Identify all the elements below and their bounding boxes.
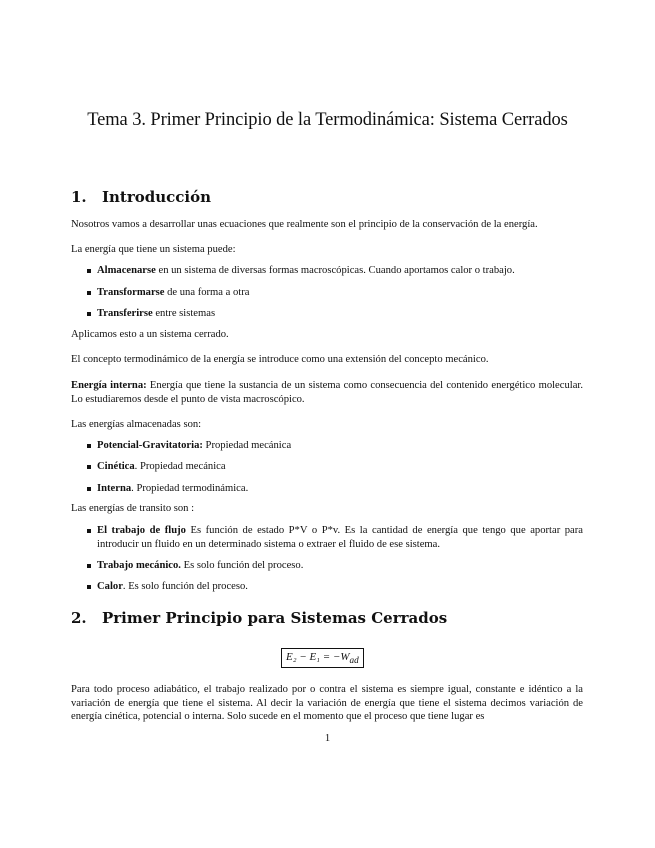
- intro-paragraph: Nosotros vamos a desarrollar unas ecuaciones que realmente son el principio de la conservación de la energía.: [71, 219, 538, 230]
- formula-text: E₂ − E₁ = −W: [286, 651, 350, 663]
- section-1-title: Introducción: [102, 188, 212, 206]
- list-item-term: Trabajo mecánico.: [97, 560, 181, 571]
- list-item-text: de una forma a otra: [164, 287, 250, 298]
- internal-energy-text: Energía que tiene la sustancia de un sistema como consecuencia del contenido energético molecular. Lo estudiaremos desde el punto de vista macroscópico.: [71, 380, 583, 405]
- list1-lead: La energía que tiene un sistema puede:: [71, 244, 236, 255]
- list-item-text: . Es solo función del proceso.: [122, 581, 248, 592]
- energy-formula-box: [281, 648, 364, 668]
- section-1-number: 1.: [71, 188, 87, 206]
- formula-subscript: ad: [349, 655, 359, 666]
- list-item: [97, 559, 583, 573]
- bullet-icon: [87, 312, 91, 316]
- list-item: [97, 286, 583, 300]
- bullet-icon: [87, 585, 91, 589]
- internal-energy-term: Energía interna:: [71, 380, 147, 391]
- section-2-number: 2.: [71, 609, 87, 627]
- list-item-text: Propiedad mecánica: [202, 440, 292, 451]
- list-item-text: en un sistema de diversas formas macroscópicas. Cuando aportamos calor o trabajo.: [155, 265, 515, 276]
- list-item-term: El trabajo de flujo: [97, 525, 186, 536]
- list-item: [97, 524, 583, 551]
- section-2-title: Primer Principio para Sistemas Cerrados: [102, 609, 448, 627]
- list-item-term: Potencial-Gravitatoria:: [97, 440, 203, 451]
- list-item-term: Transferirse: [97, 308, 153, 319]
- list-item-text: . Propiedad mecánica: [134, 461, 226, 472]
- list-item-term: Calor: [97, 581, 123, 592]
- list-item: [97, 307, 583, 321]
- list-item-text: entre sistemas: [152, 308, 216, 319]
- bullet-icon: [87, 564, 91, 568]
- bullet-icon: [87, 291, 91, 295]
- list-item-term: Cinética: [97, 461, 135, 472]
- list-item: [97, 264, 583, 278]
- list-item-text: Es solo función del proceso.: [180, 560, 304, 571]
- bullet-icon: [87, 269, 91, 273]
- list-item-term: Transformarse: [97, 287, 165, 298]
- bullet-icon: [87, 465, 91, 469]
- closed-system-paragraph: Aplicamos esto a un sistema cerrado.: [71, 329, 229, 340]
- list-item: [97, 580, 583, 594]
- section-1-heading: [71, 188, 211, 206]
- list-item: [97, 460, 583, 474]
- list-item-term: Almacenarse: [97, 265, 156, 276]
- list-item: [97, 482, 583, 496]
- page-number: 1: [324, 733, 331, 744]
- bullet-icon: [87, 487, 91, 491]
- section-2-heading: [71, 609, 447, 627]
- section-2-body: Para todo proceso adiabático, el trabajo realizado por o contra el sistema es siempre igual, constante e idéntico a la variación de energía que tiene el sistema. Al decir la variación de energía que tiene el sistema decimos variación de energía cinética, potencial o interna. Solo sucede en el momento que el proceso que tiene lugar es: [71, 684, 583, 722]
- list2-lead: Las energías almacenadas son:: [71, 419, 202, 430]
- list-item-text: . Propiedad termodinámica.: [131, 483, 249, 494]
- bullet-icon: [87, 529, 91, 533]
- list-item: [97, 439, 583, 453]
- document-title: Tema 3. Primer Principio de la Termodinámica: Sistema Cerrados: [87, 110, 568, 130]
- list3-lead: Las energías de transito son :: [71, 503, 195, 514]
- list-item-term: Interna: [97, 483, 132, 494]
- bullet-icon: [87, 444, 91, 448]
- list-item-text: Es función de estado P*V o P*v. Es la cantidad de energía que tengo que aportar para introducir un fluido en un determinado sistema o extraer el fluido de ese sistema.: [97, 525, 583, 550]
- concept-paragraph: El concepto termodinámico de la energía se introduce como una extensión del concepto mecánico.: [71, 354, 489, 365]
- internal-energy-paragraph: [71, 379, 583, 406]
